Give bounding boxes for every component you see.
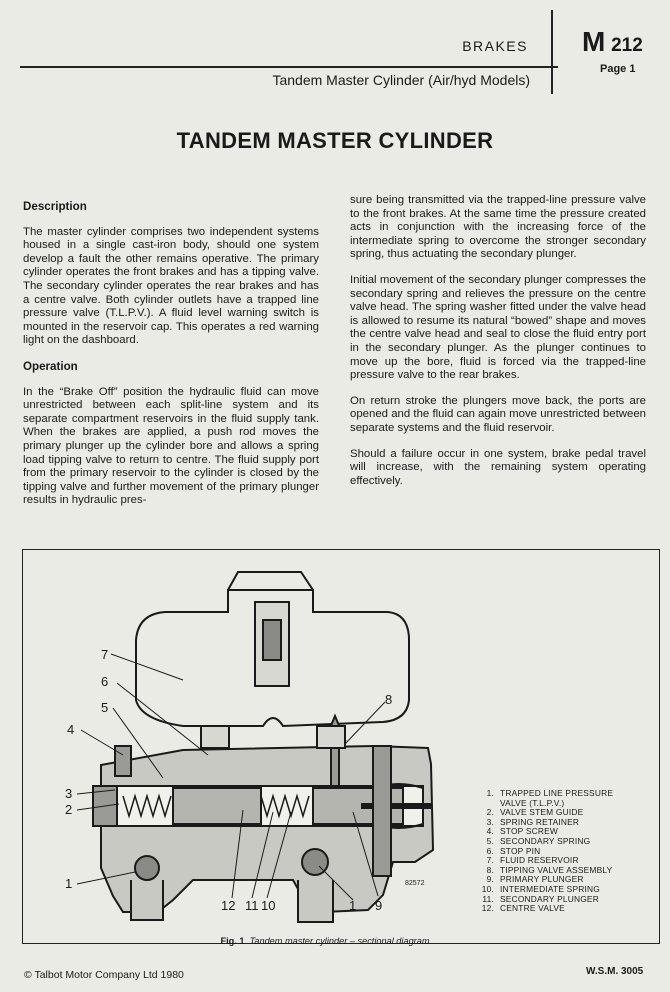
tlpv-outlet-left (131, 880, 163, 920)
figure-legend (472, 789, 613, 914)
callout-7: 7 (101, 647, 109, 662)
header-divider (551, 10, 553, 94)
text-column-left (23, 200, 319, 520)
mounting-flange (373, 746, 391, 876)
operation-paragraph: Should a failure occur in one system, brake pedal travel will increase, with the remaining system operating effectively. (350, 447, 646, 487)
legend-item: 10. INTERMEDIATE SPRING (481, 883, 600, 894)
callout-11: 11 (245, 898, 259, 913)
legend-item: 5. SECONDARY SPRING (486, 835, 591, 846)
legend-item: 7. FLUID RESERVOIR (486, 855, 579, 866)
level-switch-float (263, 620, 281, 660)
callout-3: 3 (65, 786, 73, 801)
leader-4 (81, 730, 123, 755)
legend-item: VALVE (T.L.P.V.) (500, 797, 565, 808)
stop-screw (115, 746, 131, 776)
callout-4: 4 (67, 722, 75, 737)
manual-code-number: 212 (611, 35, 643, 56)
callout-6: 6 (101, 674, 109, 689)
manual-code (582, 26, 643, 58)
callout-1-left: 1 (65, 876, 73, 891)
legend-item: 11. SECONDARY PLUNGER (482, 893, 599, 904)
figure-caption (0, 936, 650, 946)
figure-label: Fig. 1 (220, 936, 245, 946)
legend-item: 2. VALVE STEM GUIDE (486, 807, 584, 818)
callout-10: 10 (261, 898, 276, 913)
tlpv-seal-left (135, 856, 159, 880)
manual-reference: W.S.M. 3005 (586, 966, 644, 977)
description-text: The master cylinder comprises two independent systems housed in a single cast-iron body, should one system develop a fault the other remains operative. The primary cylinder operates the front brakes and has a tipping valve. The secondary cylinder operates the rear brakes and has a centre valve. Both cylinder outlets have a trapped line pressure valve (T.L.P.V.). A fluid level warning switch is mounted in the reservoir cap. This operates a red warning light on the dashboard. (23, 225, 319, 347)
manual-code-prefix: M (582, 26, 605, 57)
copyright-notice: © Talbot Motor Company Ltd 1980 (24, 969, 184, 981)
callout-2: 2 (65, 802, 73, 817)
callout-8: 8 (385, 692, 393, 707)
legend-item: 8. TIPPING VALVE ASSEMBLY (486, 864, 613, 875)
operation-paragraph: Initial movement of the secondary plunger compresses the secondary spring and relieves the pressure on the centre valve head. The spring washer fitted under the valve head is allowed to resume its natural “bowed” shape and moves the centre valve head and seal to close the fluid entry port in the secondary plunger. As the plunger continues to move up the bore, fluid is forced via the trapped-line pressure valve to the rear brakes. (350, 273, 646, 382)
operation-heading: Operation (23, 359, 78, 373)
callout-12: 12 (221, 898, 236, 913)
figure-reference-number: 82572 (405, 880, 425, 887)
tlpv-outlet-right (298, 880, 333, 922)
callout-9: 9 (375, 898, 383, 913)
legend-item: 6. STOP PIN (486, 845, 541, 856)
operation-paragraph: On return stroke the plungers move back, the ports are opened and the fluid can again move unrestricted between separate systems and the fluid reservoir. (350, 394, 646, 434)
leader-7 (111, 654, 183, 680)
page-title: TANDEM MASTER CYLINDER (176, 128, 494, 153)
operation-paragraph-continued: sure being transmitted via the trapped-line pressure valve to the front brakes. At the same time the pressure created acts in conjunction with the increasing force of the intermediate spring to overcome the stronger secondary spring, thus actuating the secondary plunger. (350, 194, 646, 261)
legend-item: 9. PRIMARY PLUNGER (486, 874, 584, 885)
legend-item: 12. CENTRE VALVE (481, 903, 565, 914)
operation-paragraph: In the “Brake Off” position the hydraulic fluid can move unrestricted between each split-line system and its separate compartment reservoirs in the fluid supply tank. When the brakes are applied, a push rod moves the primary plunger up the cylinder bore and allows a spring load tipping valve to return to centre. The fluid supply port from the primary reservoir to the cylinder is closed by the tipping valve and further movement of the primary plunger results in hydraulic pres- (23, 385, 319, 507)
description-heading: Description (23, 200, 87, 213)
secondary-plunger (173, 788, 261, 824)
header-rule (20, 66, 558, 68)
text-column-right (350, 194, 646, 500)
page-subtitle: Tandem Master Cylinder (Air/hyd Models) (272, 72, 530, 88)
callout-5: 5 (101, 700, 109, 715)
page-number: Page 1 (600, 63, 636, 75)
reservoir-port-left (201, 726, 229, 748)
leader-6 (117, 683, 208, 755)
callout-1-right: 1 (349, 898, 357, 913)
reservoir-port-right (317, 726, 345, 748)
legend-item: 3. SPRING RETAINER (486, 816, 580, 827)
legend-item: 1. TRAPPED LINE PRESSURE (486, 788, 614, 798)
figure-caption-text: Tandem master cylinder – sectional diagram (249, 936, 430, 946)
legend-item: 4. STOP SCREW (486, 826, 558, 837)
reservoir-cap (228, 572, 313, 590)
section-label: BRAKES (462, 38, 528, 54)
